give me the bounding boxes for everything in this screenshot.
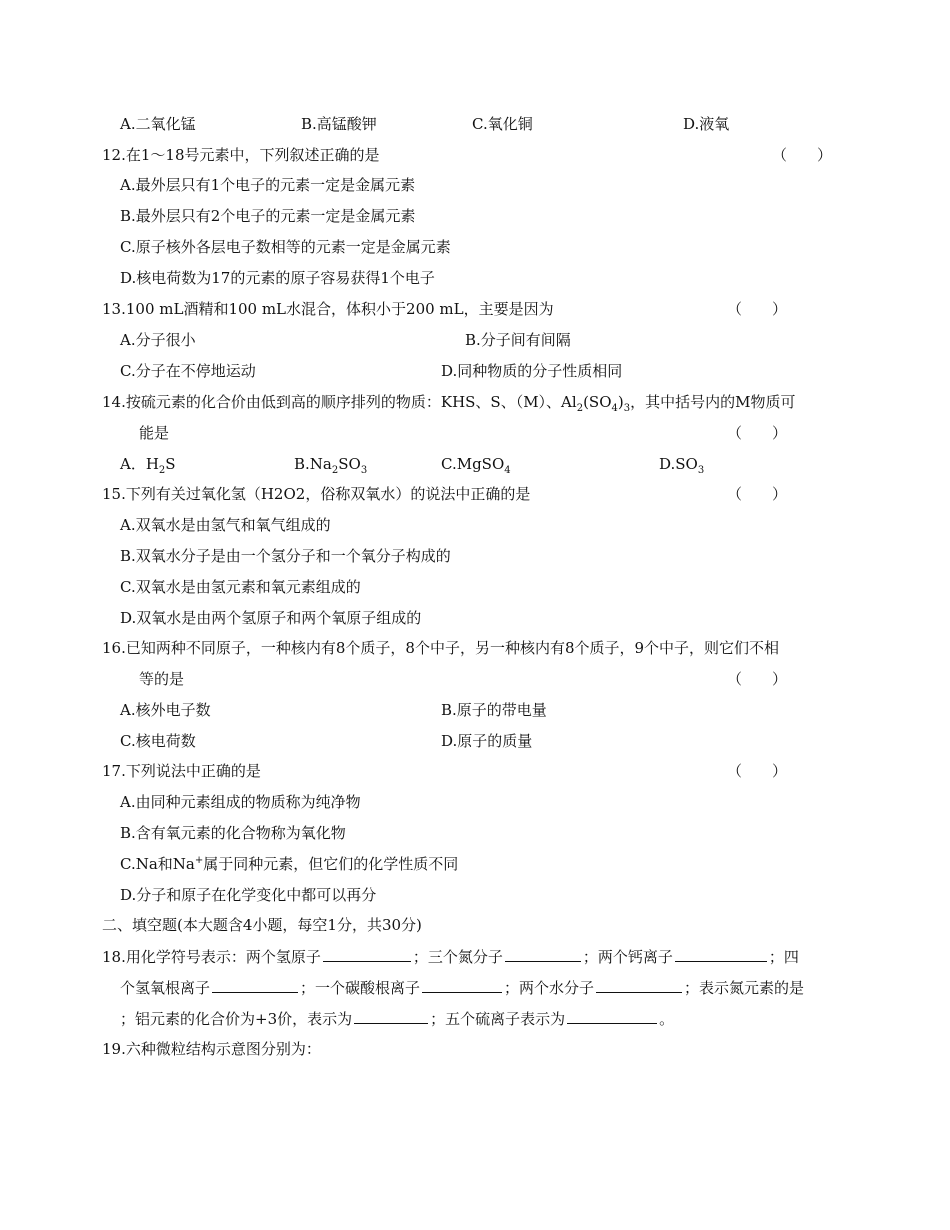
answer-blank[interactable] (212, 977, 298, 993)
q17-option-b: B.含有氧元素的化合物称为氧化物 (120, 824, 346, 842)
q16-option-a: A.核外电子数 (120, 701, 211, 719)
q12-option-b: B.最外层只有2个电子的元素一定是金属元素 (120, 207, 416, 225)
q11-option-c: C.氧化铜 (472, 115, 533, 133)
q17-option-d: D.分子和原子在化学变化中都可以再分 (120, 886, 377, 904)
q14-option-a: A．$H_2S$ (120, 455, 176, 476)
q14-stem-line2: 能是 (139, 424, 170, 442)
q15-option-b: B.双氧水分子是由一个氢分子和一个氧分子构成的 (120, 547, 451, 565)
answer-blank[interactable] (567, 1008, 657, 1024)
q13-option-b: B.分子间有间隔 (465, 331, 571, 349)
q18-line2: 个氢氧根离子 ；一个碳酸根离子 ；两个水分子 ；表示氮元素的是 (120, 979, 805, 997)
q14-answer-paren: （ ） (727, 424, 788, 442)
q12-option-d: D.核电荷数为17的元素的原子容易获得1个电子 (120, 269, 435, 287)
q12-option-c: C.原子核外各层电子数相等的元素一定是金属元素 (120, 238, 451, 256)
q13-stem: 13.100 mL酒精和100 mL水混合，体积小于200 mL，主要是因为 (102, 300, 554, 318)
q14-option-d: $D.SO_3$ (659, 455, 705, 476)
answer-blank[interactable] (422, 977, 502, 993)
section-title: 二、填空题(本大题含4小题，每空1分，共30分) (102, 916, 422, 934)
q15-option-a: A.双氧水是由氢气和氧气组成的 (120, 516, 331, 534)
answer-blank[interactable] (354, 1008, 428, 1024)
q16-stem-line2: 等的是 (139, 670, 185, 688)
q18-line3: ；铝元素的化合价为+3价，表示为 ；五个硫离子表示为 。 (120, 1010, 675, 1028)
q15-answer-paren: （ ） (727, 485, 788, 503)
q16-option-c: C.核电荷数 (120, 732, 196, 750)
q15-stem: 15.下列有关过氧化氢（H2O2，俗称双氧水）的说法中正确的是 (102, 485, 531, 503)
q16-answer-paren: （ ） (727, 670, 788, 688)
q13-option-d: D.同种物质的分子性质相同 (441, 362, 623, 380)
q16-option-d: D.原子的质量 (441, 732, 533, 750)
answer-blank[interactable] (596, 977, 682, 993)
q11-option-a: A.二氧化锰 (120, 115, 196, 133)
answer-blank[interactable] (675, 946, 767, 962)
answer-blank[interactable] (323, 946, 411, 962)
q17-answer-paren: （ ） (727, 762, 788, 780)
q17-option-c: C.Na和Na+属于同种元素，但它们的化学性质不同 (120, 855, 459, 873)
q16-option-b: B.原子的带电量 (441, 701, 547, 719)
q17-stem: 17.下列说法中正确的是 (102, 762, 261, 780)
q14-option-c: C.MgSO$_4$ (441, 455, 511, 476)
q18-line1: 18.用化学符号表示：两个氢原子 ；三个氮分子 ；两个钙离子 ；四 (102, 948, 799, 966)
q16-stem: 16.已知两种不同原子，一种核内有8个质子，8个中子，另一种核内有8个质子，9个中子，则它们不相 (102, 639, 780, 657)
q12-stem: 12.在1～18号元素中，下列叙述正确的是 (102, 146, 380, 164)
q14-stem: 14.按硫元素的化合价由低到高的顺序排列的物质：KHS、S、（M）、$Al_2(SO_4)_3$，其中括号内的M物质可 (102, 393, 796, 414)
q19-stem: 19.六种微粒结构示意图分别为： (102, 1040, 321, 1058)
q12-option-a: A.最外层只有1个电子的元素一定是金属元素 (120, 176, 416, 194)
q15-option-d: D.双氧水是由两个氢原子和两个氧原子组成的 (120, 609, 422, 627)
q11-option-d: D.液氧 (683, 115, 730, 133)
answer-blank[interactable] (505, 946, 581, 962)
q13-option-a: A.分子很小 (120, 331, 196, 349)
q17-option-a: A.由同种元素组成的物质称为纯净物 (120, 793, 361, 811)
q11-option-b: B.高锰酸钾 (301, 115, 377, 133)
q13-option-c: C.分子在不停地运动 (120, 362, 256, 380)
q13-answer-paren: （ ） (727, 300, 788, 318)
q14-option-b: $B.Na_2SO_3$ (294, 455, 368, 476)
q12-answer-paren: （ ） (772, 146, 833, 164)
q15-option-c: C.双氧水是由氢元素和氧元素组成的 (120, 578, 361, 596)
